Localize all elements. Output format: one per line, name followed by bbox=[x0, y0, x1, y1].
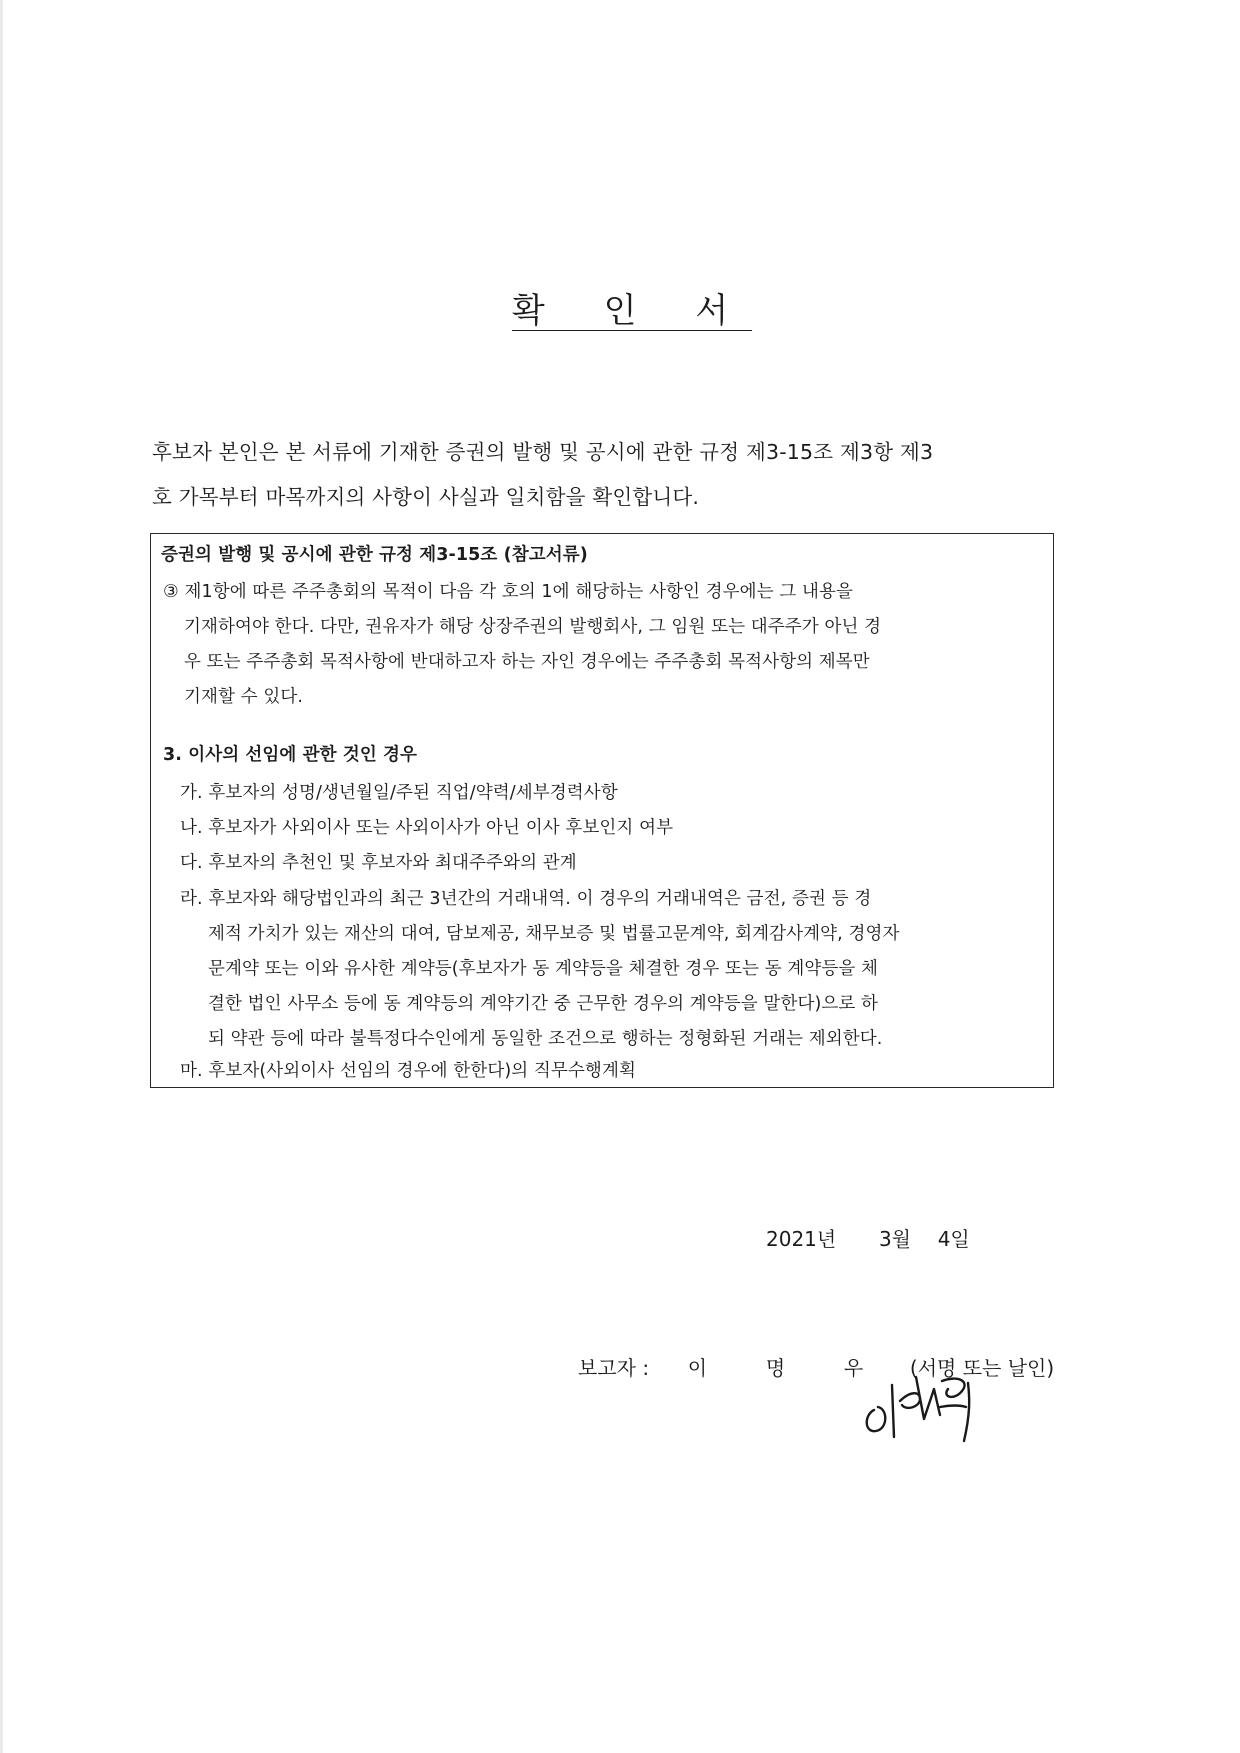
reference-heading: 증권의 발행 및 공시에 관한 규정 제3-15조 (참고서류) bbox=[161, 545, 588, 565]
clause-line: 기재할 수 있다. bbox=[184, 687, 304, 707]
reporter-name-char: 이 bbox=[687, 1356, 708, 1380]
reporter-label: 보고자 : bbox=[578, 1356, 650, 1380]
list-item-ra-continued: 문계약 또는 이와 유사한 계약등(후보자가 동 계약등을 체결한 경우 또는 동 계약등을 체 bbox=[208, 959, 879, 979]
list-item-ra: 라. 후보자와 해당법인과의 최근 3년간의 거래내역. 이 경우의 거래내역은 금전, 증권 등 경 bbox=[180, 889, 872, 909]
date-month: 3월 bbox=[878, 1227, 911, 1251]
sign-note: (서명 또는 날인) bbox=[909, 1356, 1055, 1380]
intro-line-2: 호 가목부터 마목까지의 사항이 사실과 일치함을 확인합니다. bbox=[152, 485, 700, 509]
list-item-da: 다. 후보자의 추천인 및 후보자와 최대주주와의 관계 bbox=[180, 853, 577, 873]
reference-box bbox=[150, 533, 1054, 1088]
signature-stroke bbox=[900, 1393, 920, 1408]
document-title bbox=[0, 283, 1240, 332]
list-item-ra-continued: 되 약관 등에 따라 불특정다수인에게 동일한 조건으로 행하는 정형화된 거래는 제외한다. bbox=[208, 1029, 883, 1049]
signature-stroke bbox=[942, 1379, 965, 1397]
list-item-ra-continued: 제적 가치가 있는 재산의 대여, 담보제공, 채무보증 및 법률고문계약, 회계감사계약, 경영자 bbox=[208, 924, 900, 944]
clause-line: 기재하여야 한다. 다만, 권유자가 해당 상장주권의 발행회사, 그 임원 또는 대주주가 아닌 경 bbox=[184, 617, 882, 637]
signature-stroke bbox=[964, 1383, 969, 1441]
signature-stroke bbox=[916, 1377, 940, 1419]
document-date bbox=[766, 1223, 970, 1252]
signature-stroke bbox=[940, 1406, 966, 1408]
clause-line: ③ 제1항에 따른 주주총회의 목적이 다음 각 호의 1에 해당하는 사항인 경우에는 그 내용을 bbox=[163, 582, 854, 602]
document-title-text: 확 인 서 bbox=[511, 291, 753, 331]
section-heading: 3. 이사의 선임에 관한 것인 경우 bbox=[163, 745, 418, 765]
reporter-name-char: 우 bbox=[843, 1356, 864, 1380]
intro-line-1: 후보자 본인은 본 서류에 기재한 증권의 발행 및 공시에 관한 규정 제3-15조 제3항 제3 bbox=[152, 440, 934, 464]
list-item-na: 나. 후보자가 사외이사 또는 사외이사가 아닌 이사 후보인지 여부 bbox=[180, 818, 674, 838]
list-item-ma: 마. 후보자(사외이사 선임의 경우에 한한다)의 직무수행계획 bbox=[180, 1061, 636, 1081]
intro-statement bbox=[152, 430, 1052, 520]
signature-stroke bbox=[867, 1407, 886, 1431]
signature-stroke bbox=[892, 1385, 894, 1437]
handwritten-signature bbox=[858, 1355, 988, 1445]
date-year: 2021년 bbox=[766, 1227, 837, 1251]
reporter-name-char: 명 bbox=[765, 1356, 786, 1380]
list-item-ra-continued: 결한 법인 사무소 등에 동 계약등의 계약기간 중 근무한 경우의 계약등을 말한다)으로 하 bbox=[208, 994, 879, 1014]
list-item-ga: 가. 후보자의 성명/생년월일/주된 직업/약력/세부경력사항 bbox=[180, 783, 618, 803]
date-day: 4일 bbox=[937, 1227, 970, 1251]
scan-edge bbox=[0, 0, 3, 1753]
clause-line: 우 또는 주주총회 목적사항에 반대하고자 하는 자인 경우에는 주주총회 목적사항의 제목만 bbox=[184, 652, 870, 672]
